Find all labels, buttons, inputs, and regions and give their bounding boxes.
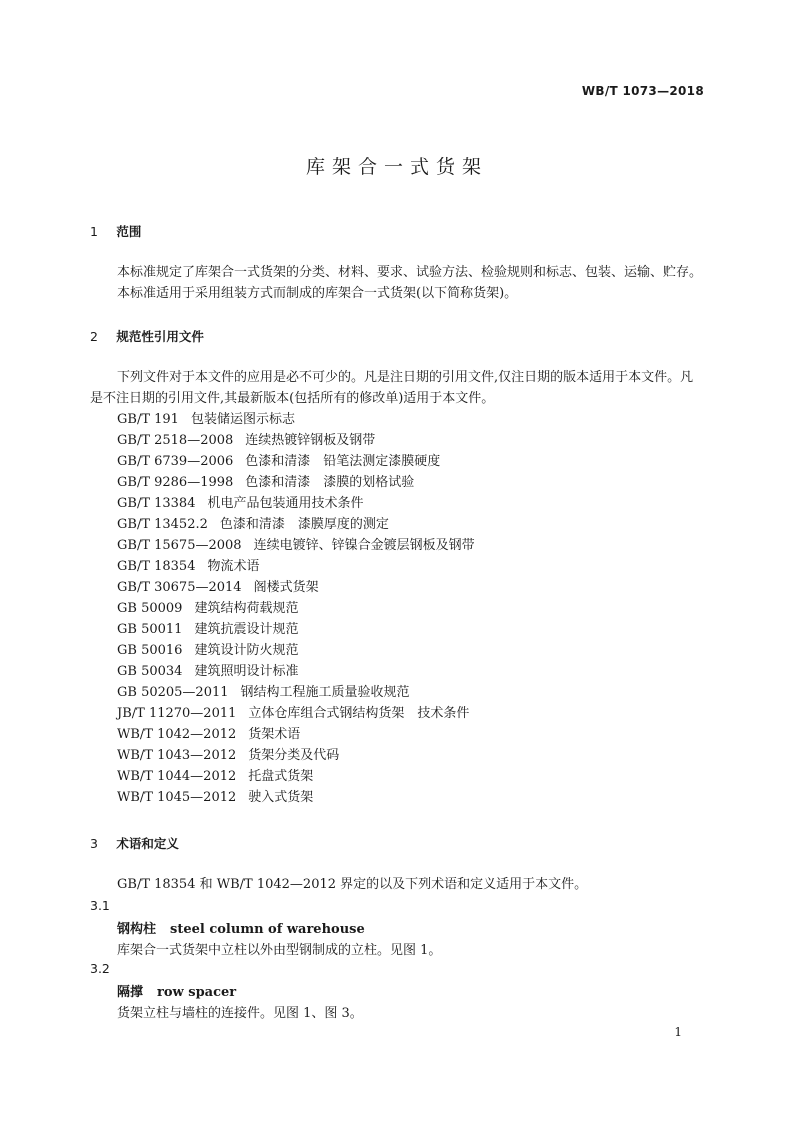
reference-name: 货架分类及代码 — [248, 748, 340, 763]
reference-name: 建筑设计防火规范 — [194, 643, 299, 658]
paragraph: 本标准规定了库架合一式货架的分类、材料、要求、试验方法、检验规则和标志、包装、运输、贮存。 — [117, 265, 703, 280]
term-heading — [117, 981, 236, 1000]
reference-list — [117, 409, 475, 808]
paragraph: GB/T 18354 和 WB/T 1042—2012 界定的以及下列术语和定义适用于本文件。 — [117, 877, 588, 892]
reference-name: 货架术语 — [248, 727, 301, 742]
reference-name: 驶入式货架 — [248, 790, 314, 805]
term-definition: 库架合一式货架中立柱以外由型钢制成的立柱。见图 1。 — [117, 943, 442, 958]
reference-item — [117, 766, 475, 787]
reference-name: 色漆和清漆 铅笔法测定漆膜硬度 — [245, 454, 441, 469]
reference-code: GB 50205—2011 — [117, 685, 229, 700]
section-title: 规范性引用文件 — [116, 329, 204, 344]
term-number: 3.2 — [90, 961, 110, 976]
paragraph: 下列文件对于本文件的应用是必不可少的。凡是注日期的引用文件,仅注日期的版本适用于本文件。凡是不注日期的引用文件,其最新版本(包括所有的修改单)适用于本文件。 — [90, 370, 694, 406]
reference-code: GB/T 9286—1998 — [117, 475, 234, 490]
reference-item — [117, 598, 475, 619]
reference-name: 立体仓库组合式钢结构货架 技术条件 — [248, 706, 470, 721]
reference-item — [117, 619, 475, 640]
term-chinese: 钢构柱 — [117, 922, 157, 937]
section-title: 术语和定义 — [116, 836, 179, 851]
standard-number: WB/T 1073—2018 — [581, 84, 704, 98]
reference-name: 托盘式货架 — [248, 769, 314, 784]
reference-item — [117, 493, 475, 514]
reference-code: GB/T 18354 — [117, 559, 196, 574]
reference-item — [117, 577, 475, 598]
reference-name: 机电产品包装通用技术条件 — [207, 496, 364, 511]
section-title: 范围 — [116, 224, 142, 239]
reference-code: GB/T 13452.2 — [117, 517, 208, 532]
reference-name: 色漆和清漆 漆膜的划格试验 — [245, 475, 415, 490]
reference-item — [117, 451, 475, 472]
reference-name: 连续电镀锌、锌镍合金镀层钢板及钢带 — [253, 538, 475, 553]
reference-name: 建筑抗震设计规范 — [194, 622, 299, 637]
reference-code: GB/T 2518—2008 — [117, 433, 234, 448]
section-number: 1 — [90, 224, 98, 239]
section-2-intro — [90, 367, 704, 409]
reference-code: GB 50034 — [117, 664, 183, 679]
term-number: 3.1 — [90, 898, 110, 913]
section-2-heading — [90, 327, 204, 345]
term-definition: 货架立柱与墙柱的连接件。见图 1、图 3。 — [117, 1006, 363, 1021]
section-1-heading — [90, 222, 141, 240]
reference-item — [117, 514, 475, 535]
reference-name: 建筑照明设计标准 — [194, 664, 299, 679]
term-english: row spacer — [157, 985, 237, 1000]
reference-item — [117, 661, 475, 682]
section-3-intro — [90, 874, 704, 895]
reference-name: 钢结构工程施工质量验收规范 — [240, 685, 410, 700]
document-title: 库架合一式货架 — [305, 156, 488, 178]
reference-item — [117, 535, 475, 556]
paragraph: 本标准适用于采用组装方式而制成的库架合一式货架(以下简称货架)。 — [117, 286, 518, 301]
reference-code: WB/T 1042—2012 — [117, 727, 237, 742]
reference-code: WB/T 1043—2012 — [117, 748, 237, 763]
reference-code: GB 50011 — [117, 622, 183, 637]
reference-name: 阁楼式货架 — [253, 580, 319, 595]
reference-item — [117, 430, 475, 451]
reference-item — [117, 556, 475, 577]
reference-code: JB/T 11270—2011 — [117, 706, 237, 721]
section-number: 3 — [90, 836, 98, 851]
reference-item — [117, 724, 475, 745]
reference-name: 物流术语 — [207, 559, 260, 574]
page-number: 1 — [674, 1025, 682, 1039]
reference-code: GB/T 191 — [117, 412, 179, 427]
reference-code: GB/T 6739—2006 — [117, 454, 234, 469]
reference-item — [117, 472, 475, 493]
reference-item — [117, 787, 475, 808]
reference-item — [117, 640, 475, 661]
term-english: steel column of warehouse — [170, 922, 365, 937]
reference-code: GB 50016 — [117, 643, 183, 658]
reference-code: WB/T 1045—2012 — [117, 790, 237, 805]
reference-item — [117, 682, 475, 703]
term-heading — [117, 918, 365, 937]
section-number: 2 — [90, 329, 98, 344]
term-chinese: 隔撑 — [117, 985, 144, 1000]
reference-item — [117, 745, 475, 766]
reference-name: 色漆和清漆 漆膜厚度的测定 — [219, 517, 389, 532]
reference-name: 连续热镀锌钢板及钢带 — [245, 433, 376, 448]
reference-code: GB/T 15675—2008 — [117, 538, 242, 553]
reference-code: WB/T 1044—2012 — [117, 769, 237, 784]
section-3-heading — [90, 834, 179, 852]
reference-item — [117, 703, 475, 724]
reference-name: 建筑结构荷载规范 — [194, 601, 299, 616]
reference-code: GB/T 30675—2014 — [117, 580, 242, 595]
reference-item — [117, 409, 475, 430]
section-1-body — [90, 262, 704, 304]
reference-code: GB 50009 — [117, 601, 183, 616]
reference-code: GB/T 13384 — [117, 496, 196, 511]
reference-name: 包装储运图示标志 — [190, 412, 295, 427]
